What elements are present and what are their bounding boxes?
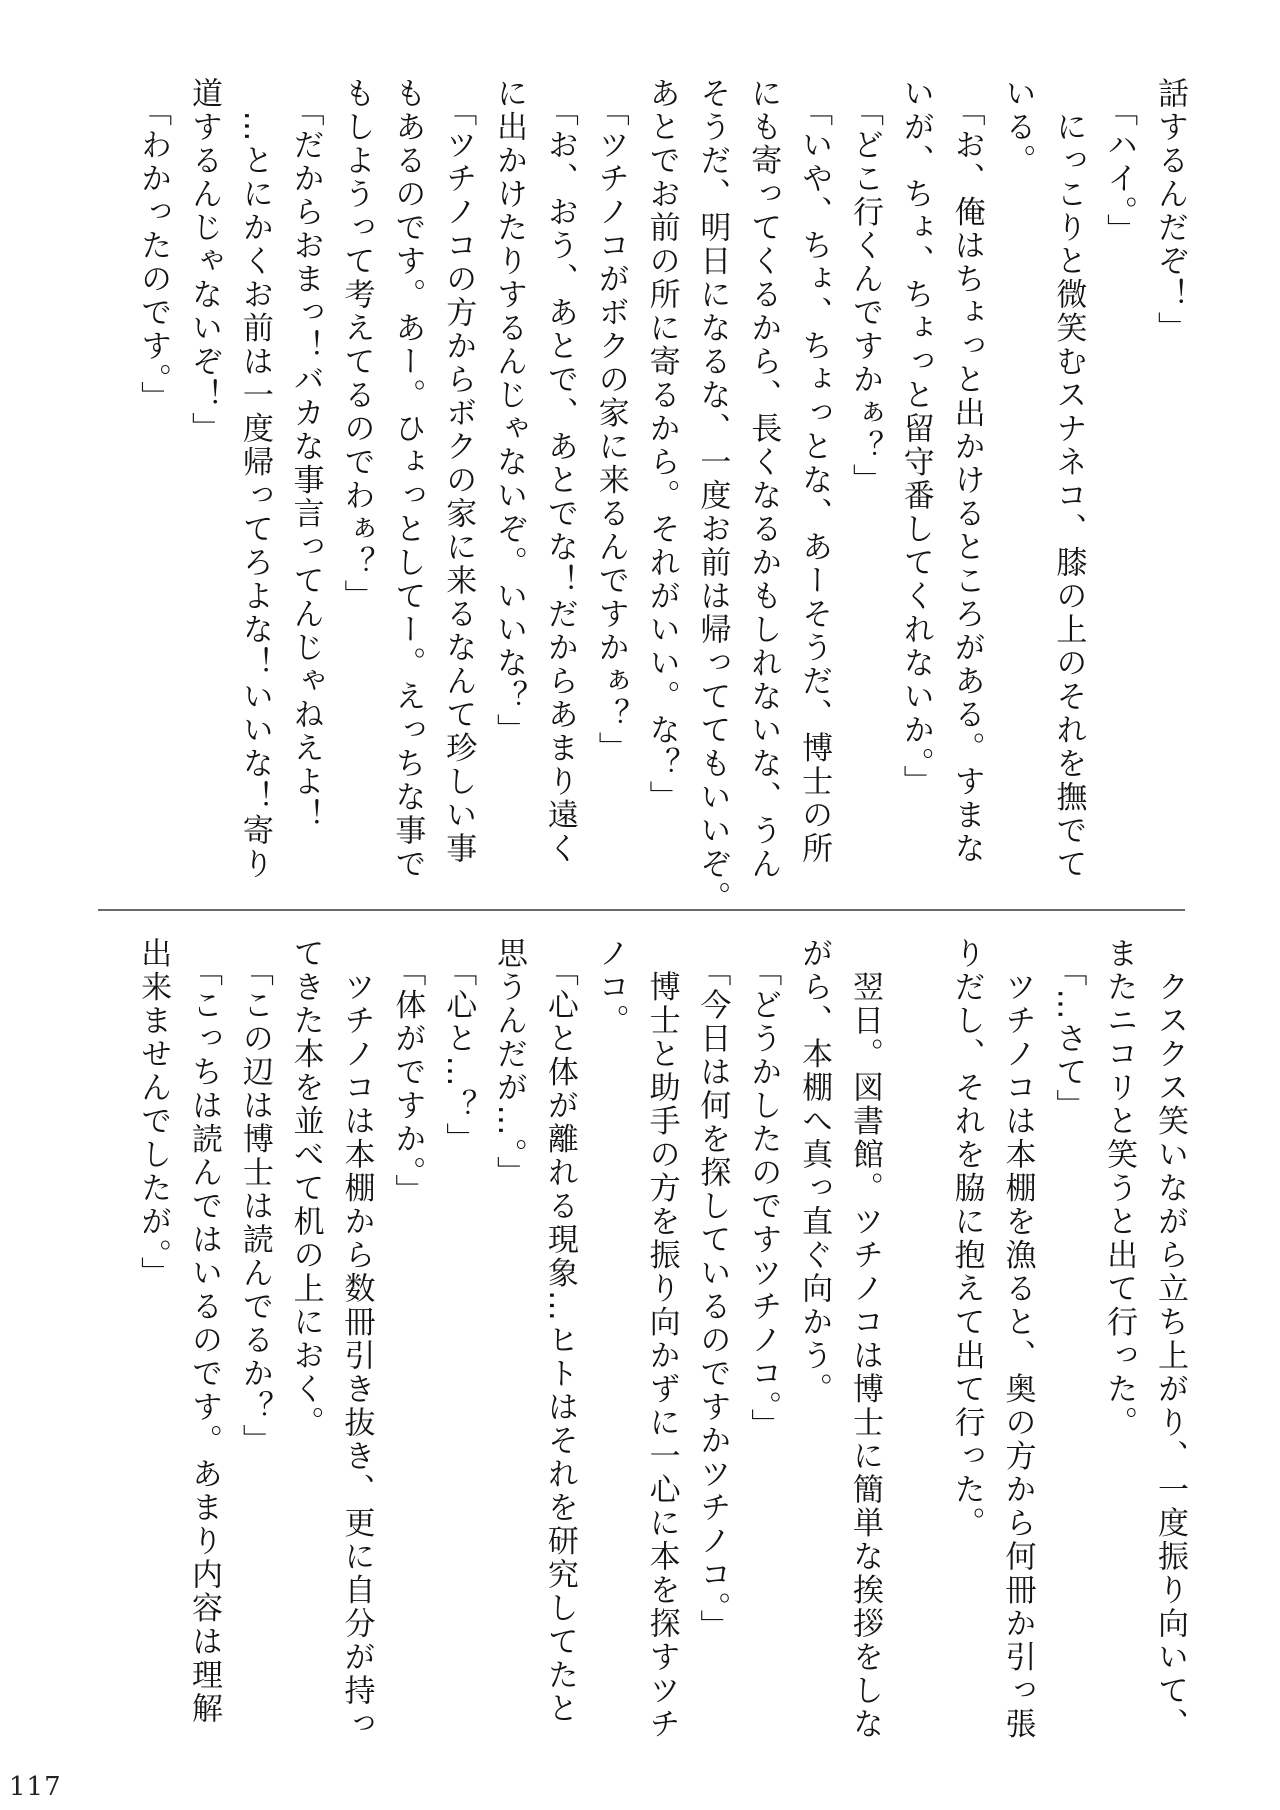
text-line: 思うんだが…。」 <box>491 937 528 1190</box>
text-line: 道するんじゃないぞ！」 <box>185 77 222 446</box>
text-line: 「今日は何を探しているのですかツチノコ。」 <box>694 937 731 1643</box>
text-line: がら、本棚へ真っ直ぐ向かう。 <box>796 937 833 1406</box>
page-number: 117 <box>9 1772 62 1802</box>
text-line: 「この辺は博士は読んでるか？」 <box>236 937 273 1458</box>
text-line: 「ツチノコがボクの家に来るんですかぁ？」 <box>592 77 629 765</box>
lower-text-block <box>127 937 1195 1747</box>
text-line: 翌日。図書館。ツチノコは博士に簡単な挨拶をしな <box>846 937 883 1741</box>
text-line: 出来ませんでしたが。」 <box>135 937 172 1290</box>
text-line: にっこりと微笑むスナネコ、膝の上のそれを撫でて <box>1050 77 1087 881</box>
text-line: 「だからおまっ！バカな事言ってんじゃねえよ！ <box>287 77 324 832</box>
text-line: 話するんだぞ！」 <box>1152 77 1188 345</box>
text-line: ノコ。 <box>592 937 629 1038</box>
text-line: 「いや、ちょ、ちょっとな、あーそうだ、博士の所 <box>796 77 833 866</box>
text-line: 博士と助手の方を振り向かずに一心に本を探すツチ <box>643 937 680 1741</box>
text-line: ツチノコは本棚から数冊引き抜き、更に自分が持っ <box>338 937 375 1741</box>
text-line: 「お、俺はちょっと出かけるところがある。すまな <box>948 77 985 866</box>
text-line: てきた本を並べて机の上におく。 <box>287 937 324 1440</box>
text-line: いる。 <box>999 77 1036 178</box>
text-line: 「心と体が離れる現象…ヒトはそれを研究してたと <box>541 937 578 1726</box>
text-line: 「お、おう、あとで、あとでな！だからあまり遠く <box>541 77 578 866</box>
text-line <box>890 937 941 1747</box>
text-line: 「ハイ。」 <box>1101 77 1138 247</box>
text-line: 「体がですか。」 <box>389 937 426 1208</box>
section-divider <box>98 909 1185 911</box>
text-line: もあるのです。あー。ひょっとしてー。えっちな事で <box>389 77 426 881</box>
text-line: もしようって考えてるのでわぁ？」 <box>338 77 375 613</box>
text-line: クスクス笑いながら立ち上がり、一度振り向いて、 <box>1152 937 1188 1741</box>
text-line: またニコリと笑うと出て行った。 <box>1101 937 1138 1440</box>
text-line: りだし、それを脇に抱えて出て行った。 <box>948 937 985 1540</box>
text-line: 「わかったのです。」 <box>135 77 172 415</box>
text-line: に出かけたりするんじゃないぞ。いいな？」 <box>491 77 528 747</box>
text-line: 「どこ行くんですかぁ？」 <box>846 77 883 497</box>
text-line: 「ツチノコの方からボクの家に来るなんて珍しい事 <box>440 77 477 866</box>
text-line: ツチノコは本棚を漁ると、奥の方から何冊か引っ張 <box>999 937 1036 1741</box>
text-line: 「どうかしたのですツチノコ。」 <box>745 937 782 1442</box>
text-line: あとでお前の所に寄るから。それがいい。な？」 <box>643 77 680 814</box>
upper-text-block <box>127 77 1195 915</box>
text-line: …とにかくお前は一度帰ってろよな！いいな！寄り <box>236 77 273 881</box>
text-line: 「…さて」 <box>1050 937 1087 1123</box>
text-line: 「心と…？」 <box>440 937 477 1156</box>
text-line: 「こっちは読んではいるのです。あまり内容は理解 <box>185 937 222 1726</box>
text-line: そうだ、明日になるな、一度お前は帰っててもいいぞ。 <box>694 77 731 915</box>
text-line: いが、ちょ、ちょっと留守番してくれないか。」 <box>897 77 934 799</box>
text-line: にも寄ってくるから、長くなるかもしれないな、うん <box>745 77 782 881</box>
